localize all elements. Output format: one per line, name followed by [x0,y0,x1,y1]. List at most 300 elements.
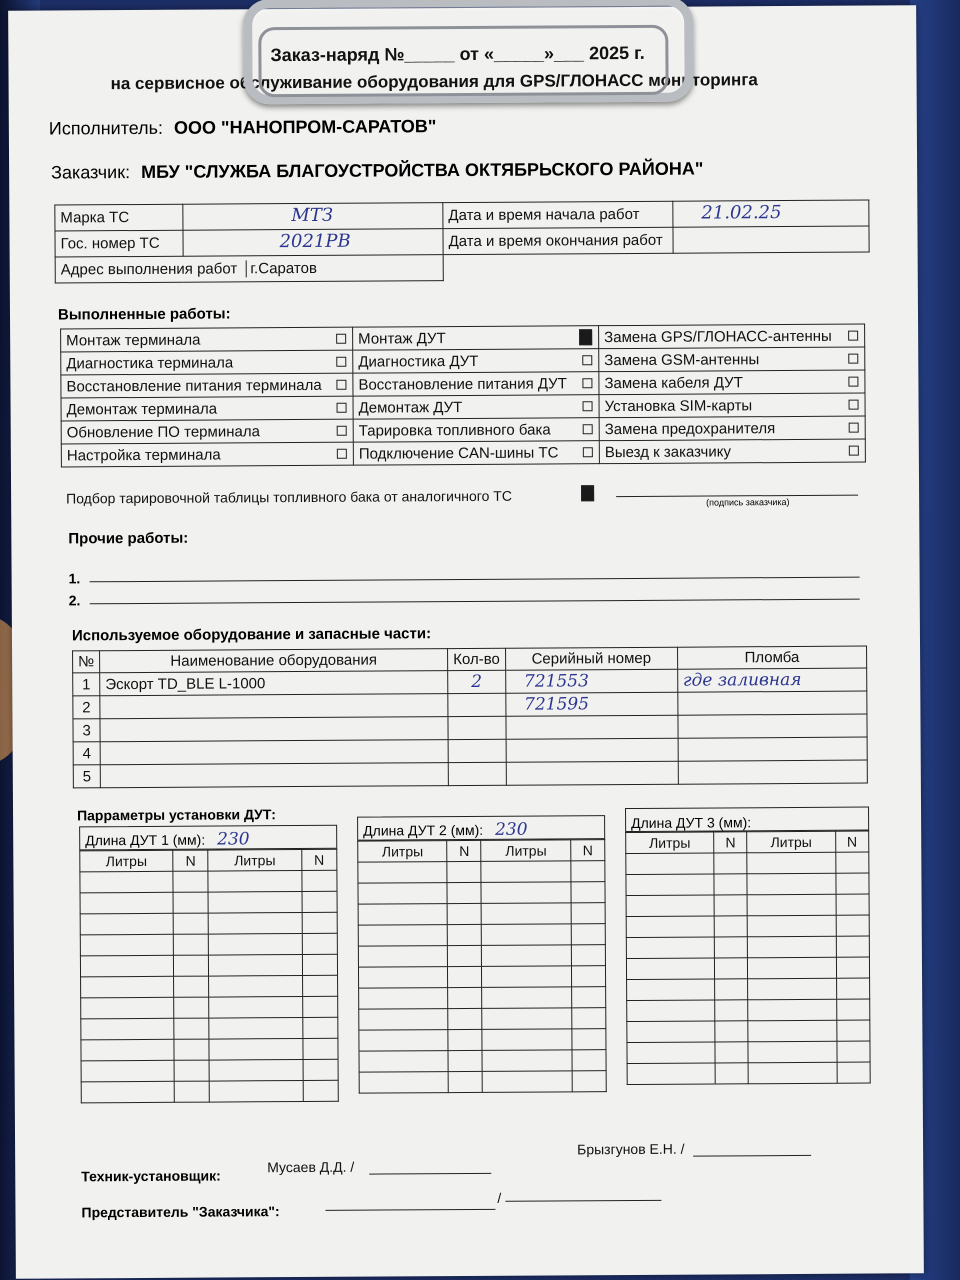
other-line-2-label: 2. [68,592,81,609]
dut-cell[interactable] [572,987,606,1008]
dut-cell[interactable] [571,861,605,882]
eq-header-name: Наименование оборудования [100,649,448,673]
works-cell [353,441,599,466]
eq-row-name [100,671,448,696]
dut-cell[interactable] [626,895,714,917]
address-label: Адрес выполнения работ [60,260,238,279]
dut-cell[interactable] [482,1029,572,1051]
eq-row-num-text: 3 [82,721,91,739]
dut-cell[interactable] [836,957,870,978]
dut-cell[interactable] [748,1020,836,1042]
dut2-table [357,839,607,1094]
clipboard-clip-inner [258,25,668,98]
works-cell [61,327,353,352]
dut-row [358,945,605,968]
dut-cell[interactable] [571,924,605,945]
dut-cell[interactable] [301,870,337,891]
works-item-label: Настройка терминала [66,445,221,464]
works-checkbox[interactable] [848,331,858,341]
works-checkbox[interactable] [583,424,593,434]
dut-row [81,1038,338,1061]
dut-cell[interactable] [448,966,482,987]
works-item-label: Подключение CAN-шины ТС [358,443,559,463]
works-cell [61,373,353,398]
dut-cell[interactable] [835,852,869,873]
dut-row [627,1062,870,1084]
dut-cell[interactable] [836,936,870,957]
dut-cell[interactable] [571,903,605,924]
works-item-label: Замена кабеля ДУТ [604,373,743,392]
dut-cell[interactable] [626,853,714,875]
other-line-1[interactable] [90,562,860,583]
dut-row [627,1041,870,1063]
dut-cell[interactable] [571,945,605,966]
works-item-label: Замена предохранителя [604,419,776,438]
dut-cell[interactable] [748,1041,836,1063]
calibration-text: Подбор тарировочной таблицы топливного бака от аналогичного ТС [66,487,512,507]
dut-cell[interactable] [358,862,448,884]
dut-cell[interactable] [302,891,338,912]
dut-cell[interactable] [174,1018,210,1039]
dut-cell[interactable] [302,954,338,975]
works-checkbox[interactable] [849,446,859,456]
dut-row [358,861,605,884]
works-checkbox[interactable] [336,380,346,390]
dut-cell[interactable] [302,1038,338,1059]
brand-value: МТЗ [291,204,334,227]
dut-cell[interactable] [483,1071,573,1093]
dut-col-liters: Литры [80,850,173,872]
dut-cell[interactable] [173,955,209,976]
dut-cell[interactable] [449,1071,483,1092]
plate-label: Гос. номер ТС [55,230,183,257]
eq-row-serial-text: 721595 [524,694,590,715]
dut-cell[interactable] [572,1008,606,1029]
dut-cell[interactable] [482,1008,572,1030]
dut-row [80,870,337,893]
dut-row [626,852,869,874]
other-line-1-label: 1. [68,570,81,587]
works-cell [599,439,865,464]
dut-cell[interactable] [210,1081,303,1103]
works-checkbox[interactable] [583,401,593,411]
dut-cell[interactable] [447,882,481,903]
eq-row-num [73,673,100,696]
dut2-body [358,840,607,1094]
plate-cell [183,229,443,257]
dut-cell[interactable] [482,945,572,967]
works-checkbox[interactable] [582,355,592,365]
eq-row-seal [678,760,867,784]
eq-row-serial [506,738,678,762]
eq-row-serial [506,692,678,716]
start-label: Дата и время начала работ [443,201,673,228]
dut-col-liters: Литры [208,850,301,872]
dut-cell[interactable] [81,1018,174,1040]
works-checkbox[interactable] [579,329,592,345]
dut-cell[interactable] [714,853,748,874]
works-cell [61,419,353,444]
customer-signature-line[interactable] [616,484,858,497]
executor-row [49,116,437,139]
dut-row [627,999,870,1021]
dut-cell[interactable] [482,924,572,946]
rep-slash: / [497,1189,502,1206]
dut-col-liters: Литры [358,841,448,863]
dut-cell[interactable] [571,882,605,903]
dut-cell[interactable] [627,1000,715,1022]
dut-cell[interactable] [358,946,448,968]
works-checkbox[interactable] [849,423,859,433]
dut-row [358,882,605,905]
dut3-body [626,831,871,1084]
dut-cell[interactable] [748,894,836,916]
dut-cell[interactable] [209,934,302,956]
dut-cell[interactable] [482,966,572,988]
dut-cell[interactable] [303,1059,339,1080]
dut-cell[interactable] [80,871,173,893]
dut-row [626,936,869,958]
dut-cell[interactable] [482,903,572,925]
calibration-checkbox[interactable] [581,485,594,501]
dut-col-n: N [571,840,605,861]
eq-row-seal [678,691,867,715]
dut-cell[interactable] [303,1080,339,1101]
dut-row [359,1050,606,1073]
dut-row [626,873,869,895]
works-checkbox[interactable] [337,403,347,413]
dut-row [359,1029,606,1052]
tech-label: Техник-установщик: [81,1167,221,1185]
dut-cell[interactable] [302,975,338,996]
dut-cell[interactable] [81,976,174,998]
dut-cell[interactable] [627,1021,715,1043]
works-item-label: Выезд к заказчику [604,442,731,461]
dut-cell[interactable] [358,904,448,926]
dut-cell[interactable] [209,892,302,914]
dut-cell[interactable] [748,957,836,979]
works-checkbox[interactable] [583,447,593,457]
dut-cell[interactable] [714,874,748,895]
rep-label: Представитель "Заказчика": [81,1203,280,1221]
eq-row-num [73,696,100,719]
dut-cell[interactable] [173,892,209,913]
dut-cell[interactable] [359,1072,449,1094]
dut3-length [625,807,869,832]
eq-row-num [73,765,100,788]
works-checkbox[interactable] [848,377,858,387]
other-title: Прочие работы: [68,529,189,548]
customer-value: МБУ "СЛУЖБА БЛАГОУСТРОЙСТВА ОКТЯБРЬСКОГО РАЙОНА" [141,158,704,182]
dut-col-n: N [301,849,337,870]
tech-signature-line-1[interactable] [369,1158,491,1175]
dut-cell[interactable] [714,958,748,979]
tech-name-1: Мусаев Д.Д. / [267,1158,355,1176]
work-order-sheet [8,5,924,1279]
eq-row-seal-text: где заливная [682,669,802,691]
dut-cell[interactable] [174,997,210,1018]
dut-cell[interactable] [80,913,173,935]
end-value [673,226,869,253]
dut-cell[interactable] [748,978,836,1000]
works-cell [353,349,599,374]
address-cell [55,255,443,283]
works-checkbox[interactable] [337,426,347,436]
dut3-table [625,831,871,1085]
dut-cell[interactable] [481,882,571,904]
works-cell [599,370,865,395]
eq-row-num-text: 1 [82,675,91,693]
dut-cell[interactable] [836,1020,870,1041]
dut-cell[interactable] [837,1062,871,1083]
dut-cell[interactable] [715,1000,749,1021]
dut-cell[interactable] [836,915,870,936]
dut-cell[interactable] [80,892,173,914]
dut-cell[interactable] [80,934,173,956]
dut-cell[interactable] [626,937,714,959]
dut-cell[interactable] [209,976,302,998]
dut-cell[interactable] [359,1009,449,1031]
eq-row-serial [505,669,677,693]
eq-row-qty-text: 2 [471,671,483,692]
eq-row-name [100,694,448,719]
plate-value: 2021РВ [279,230,351,253]
eq-row-qty [448,670,506,693]
works-cell [353,418,599,443]
dut-col-liters: Литры [747,831,835,853]
dut-cell[interactable] [359,1051,449,1073]
brand-cell [183,203,443,231]
dut-cell[interactable] [747,873,835,895]
dut-cell[interactable] [748,999,836,1021]
dut-cell[interactable] [173,913,209,934]
dut-cell[interactable] [448,987,482,1008]
works-cell [353,395,599,420]
dut-cell[interactable] [714,937,748,958]
dut-cell[interactable] [749,1062,837,1084]
dut-title: Парраметры установки ДУТ: [77,806,276,824]
works-item-label: Демонтаж терминала [66,400,218,418]
dut-cell[interactable] [358,925,448,947]
dut-cell[interactable] [836,1041,870,1062]
dut-cell[interactable] [81,1081,174,1103]
works-item-label: Замена GPS/ГЛОНАСС-антенны [604,327,832,346]
works-cell [61,396,353,421]
dut-row [80,891,337,914]
dut-row [81,975,338,998]
dut-cell[interactable] [448,1050,482,1071]
dut-cell[interactable] [626,874,714,896]
works-checkbox[interactable] [848,354,858,364]
dut-cell[interactable] [174,976,210,997]
works-item-label: Восстановление питания терминала [66,376,322,395]
dut-cell[interactable] [481,861,571,883]
dut-cell[interactable] [448,945,482,966]
dut-header-row [80,849,337,872]
eq-row-seal [678,737,867,761]
works-checkbox[interactable] [849,400,859,410]
eq-row-name-text: Эскорт TD_BLE L-1000 [105,674,266,693]
dut-col-liters: Литры [626,832,714,854]
eq-header-num: № [73,651,100,673]
equipment-table [72,646,868,789]
dut-row [359,1071,606,1094]
dut-cell[interactable] [627,1063,715,1085]
works-checkbox[interactable] [336,357,346,367]
dut-cell[interactable] [210,1060,303,1082]
dut-row [359,1008,606,1031]
dut-row [80,933,337,956]
dut-cell[interactable] [447,861,481,882]
eq-row-num-text: 2 [82,698,91,716]
works-item-label: Диагностика ДУТ [358,352,479,371]
executor-value: ООО "НАНОПРОМ-САРАТОВ" [173,116,437,138]
eq-row-serial-text: 721553 [523,671,589,692]
dut-cell[interactable] [358,967,448,989]
brand-label: Марка ТС [55,204,183,231]
customer-row [51,159,703,184]
dut-row [80,912,337,935]
dut-cell[interactable] [714,916,748,937]
dut-cell[interactable] [571,966,605,987]
works-checkbox[interactable] [337,449,347,459]
eq-row-serial [506,715,678,739]
dut-cell[interactable] [358,883,448,905]
dut-cell[interactable] [715,979,749,1000]
dut-row [81,1059,338,1082]
dut-cell[interactable] [174,1039,210,1060]
order-title: Заказ-наряд №_____ от «_____»___ 2025 г. [270,42,645,66]
works-item-label: Установка SIM-карты [604,396,753,415]
dut-col-n: N [173,850,209,871]
dut1-body [80,849,339,1103]
dut-cell[interactable] [448,1008,482,1029]
dut-row [80,954,337,977]
dut-cell[interactable] [715,1042,749,1063]
dut-cell[interactable] [81,997,174,1019]
works-cell [353,372,599,397]
dut-cell[interactable] [748,915,836,937]
dut-cell[interactable] [715,1021,749,1042]
eq-row-seal [678,714,867,738]
tech-name-2: Брызгунов Е.Н. / [577,1140,685,1158]
dut1-label: Длина ДУТ 1 (мм): [85,831,206,849]
tech-signature-line-2[interactable] [693,1140,811,1157]
start-value: 21.02.25 [701,202,782,224]
dut-cell[interactable] [302,996,338,1017]
works-row [61,439,865,467]
dut-cell[interactable] [482,987,572,1009]
dut-cell[interactable] [302,912,338,933]
works-checkbox[interactable] [582,378,592,388]
dut-row [358,903,605,926]
executor-label: Исполнитель: [48,117,164,139]
dut-cell[interactable] [572,1071,606,1092]
dut-cell[interactable] [715,1063,749,1084]
dut2-value: 230 [494,819,528,840]
dut-row [81,1080,338,1103]
dut1-length [79,825,337,851]
works-item-label: Демонтаж ДУТ [358,398,463,417]
dut-cell[interactable] [627,979,715,1001]
works-checkbox[interactable] [336,334,346,344]
dut-row [81,996,338,1019]
table-row [73,760,867,788]
dut-row [626,915,869,937]
dut-cell[interactable] [209,1018,302,1040]
other-line-2[interactable] [90,584,860,605]
dut-cell[interactable] [572,1050,606,1071]
address-value: г.Саратов [245,260,317,277]
dut-cell[interactable] [747,852,835,874]
dut-cell[interactable] [208,871,301,893]
dut-cell[interactable] [359,988,449,1010]
dut-row [627,1020,870,1042]
dut-cell[interactable] [81,1060,174,1082]
eq-row-name [100,740,448,765]
dut-cell[interactable] [173,934,209,955]
dut-cell[interactable] [174,1060,210,1081]
rep-name-line[interactable] [505,1185,661,1202]
dut-cell[interactable] [174,1081,210,1102]
eq-row-num [73,719,100,742]
eq-header-qty: Кол-во [448,648,506,670]
dut-cell[interactable] [209,913,302,935]
eq-row-serial [506,761,678,785]
dut-cell[interactable] [835,873,869,894]
works-item-label: Монтаж терминала [66,331,201,349]
eq-header-serial: Серийный номер [505,647,677,670]
dut-cell[interactable] [448,1029,482,1050]
dut3-label: Длина ДУТ 3 (мм): [631,814,752,831]
dut-cell[interactable] [572,1029,606,1050]
dut-cell[interactable] [482,1050,572,1072]
dut-cell[interactable] [714,895,748,916]
works-item-label: Замена GSM-антенны [604,350,760,369]
dut-cell[interactable] [173,871,209,892]
rep-signature-line[interactable] [325,1194,495,1211]
works-item-label: Монтаж ДУТ [358,329,446,348]
works-cell [599,347,865,372]
eq-row-qty [448,739,506,762]
eq-row-num-text: 4 [82,744,91,762]
dut-cell[interactable] [80,955,173,977]
eq-row-name [100,763,448,788]
works-cell [599,416,865,441]
dut-cell[interactable] [627,1042,715,1064]
dut-cell[interactable] [448,924,482,945]
dut-col-n: N [447,840,481,861]
dut-cell[interactable] [626,916,714,938]
dut-cell[interactable] [448,903,482,924]
dut-cell[interactable] [626,958,714,980]
dut-cell[interactable] [836,978,870,999]
dut-cell[interactable] [81,1039,174,1061]
eq-header-seal: Пломба [677,646,866,669]
dut-cell[interactable] [748,936,836,958]
dut-cell[interactable] [302,933,338,954]
dut-cell[interactable] [302,1017,338,1038]
dut-cell[interactable] [209,1039,302,1061]
dut1-block [79,825,339,1104]
dut-cell[interactable] [836,894,870,915]
dut-cell[interactable] [209,997,302,1019]
dut-cell[interactable] [836,999,870,1020]
dut-cell[interactable] [359,1030,449,1052]
start-cell [673,200,869,227]
works-table [60,324,866,468]
dut-cell[interactable] [209,955,302,977]
